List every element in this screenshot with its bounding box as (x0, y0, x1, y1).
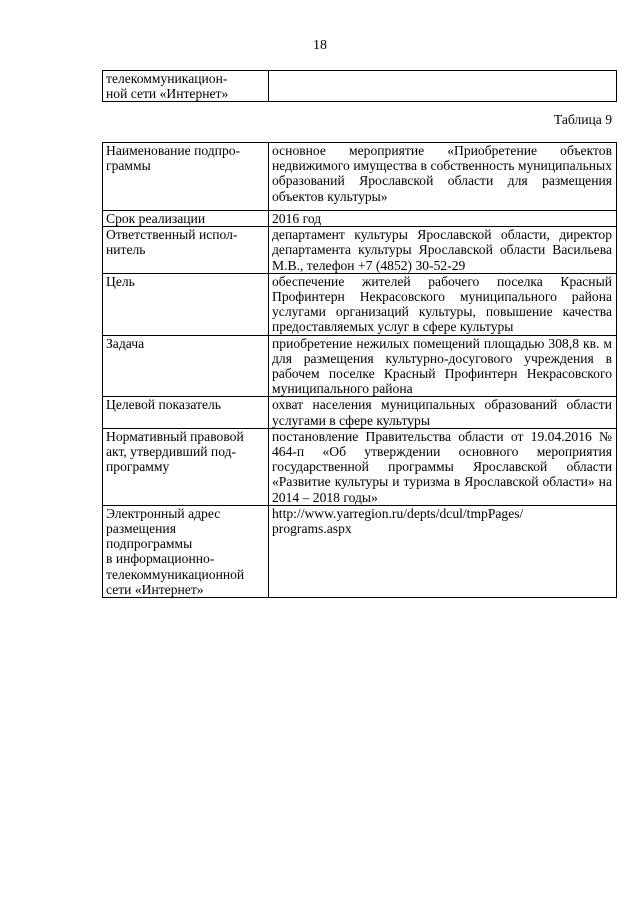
table-row (103, 211, 617, 227)
table-row (103, 397, 617, 428)
table-row (103, 335, 617, 397)
row-value: обеспечение жителей рабочего поселка Красный Профинтерн Некрасовского муниципального района услугами организаций культуры, повышение качества предоставляемых услуг в сфере культуры (269, 273, 617, 335)
table-row (103, 143, 617, 211)
row-label: Ответственный испол- нитель (103, 227, 269, 274)
row-value: охват населения муниципальных образований области услугами в сфере культуры (269, 397, 617, 428)
table-row (103, 505, 617, 597)
table-row (103, 227, 617, 274)
row-value: основное мероприятие «Приобретение объектов недвижимого имущества в собственность муниципальных образований Ярославской области для размещения объектов культуры» (269, 143, 617, 211)
table-row (103, 273, 617, 335)
row-value: приобретение нежилых помещений площадью 308,8 кв. м для размещения культурно-досугового учреждения в рабочем поселке Красный Профинтерн Некрасовского муниципального района (269, 335, 617, 397)
row-label: Целевой показатель (103, 397, 269, 428)
row-label: Наименование подпро- граммы (103, 143, 269, 211)
row-label: Срок реализации (103, 211, 269, 227)
row-label: телекоммуникацион- ной сети «Интернет» (103, 71, 269, 102)
row-label: Нормативный правовой акт, утвердивший под- программу (103, 428, 269, 505)
row-value-link[interactable]: http://www.yarregion.ru/depts/dcul/tmpPages/ programs.aspx (269, 505, 617, 597)
table-row (103, 71, 617, 102)
row-label: Задача (103, 335, 269, 397)
table-row (103, 428, 617, 505)
subprogram-table (102, 142, 617, 598)
row-label: Цель (103, 273, 269, 335)
row-value: постановление Правительства области от 19.04.2016 № 464-п «Об утверждении основного мероприятия государственной программы Ярославской области «Развитие культуры и туризма в Ярославской области» на 2014 – 2018 годы» (269, 428, 617, 505)
row-value: департамент культуры Ярославской области, директор департамента культуры Ярославской области Васильева М.В., телефон +7 (4852) 30-52-29 (269, 227, 617, 274)
page-number: 18 (313, 38, 327, 53)
continuation-table (102, 70, 617, 102)
table-caption: Таблица 9 (553, 112, 612, 127)
row-value: 2016 год (269, 211, 617, 227)
row-label: Электронный адрес размещения подпрограммы в информационно- телекоммуникационной сети «Интернет» (103, 505, 269, 597)
row-value (269, 71, 617, 102)
